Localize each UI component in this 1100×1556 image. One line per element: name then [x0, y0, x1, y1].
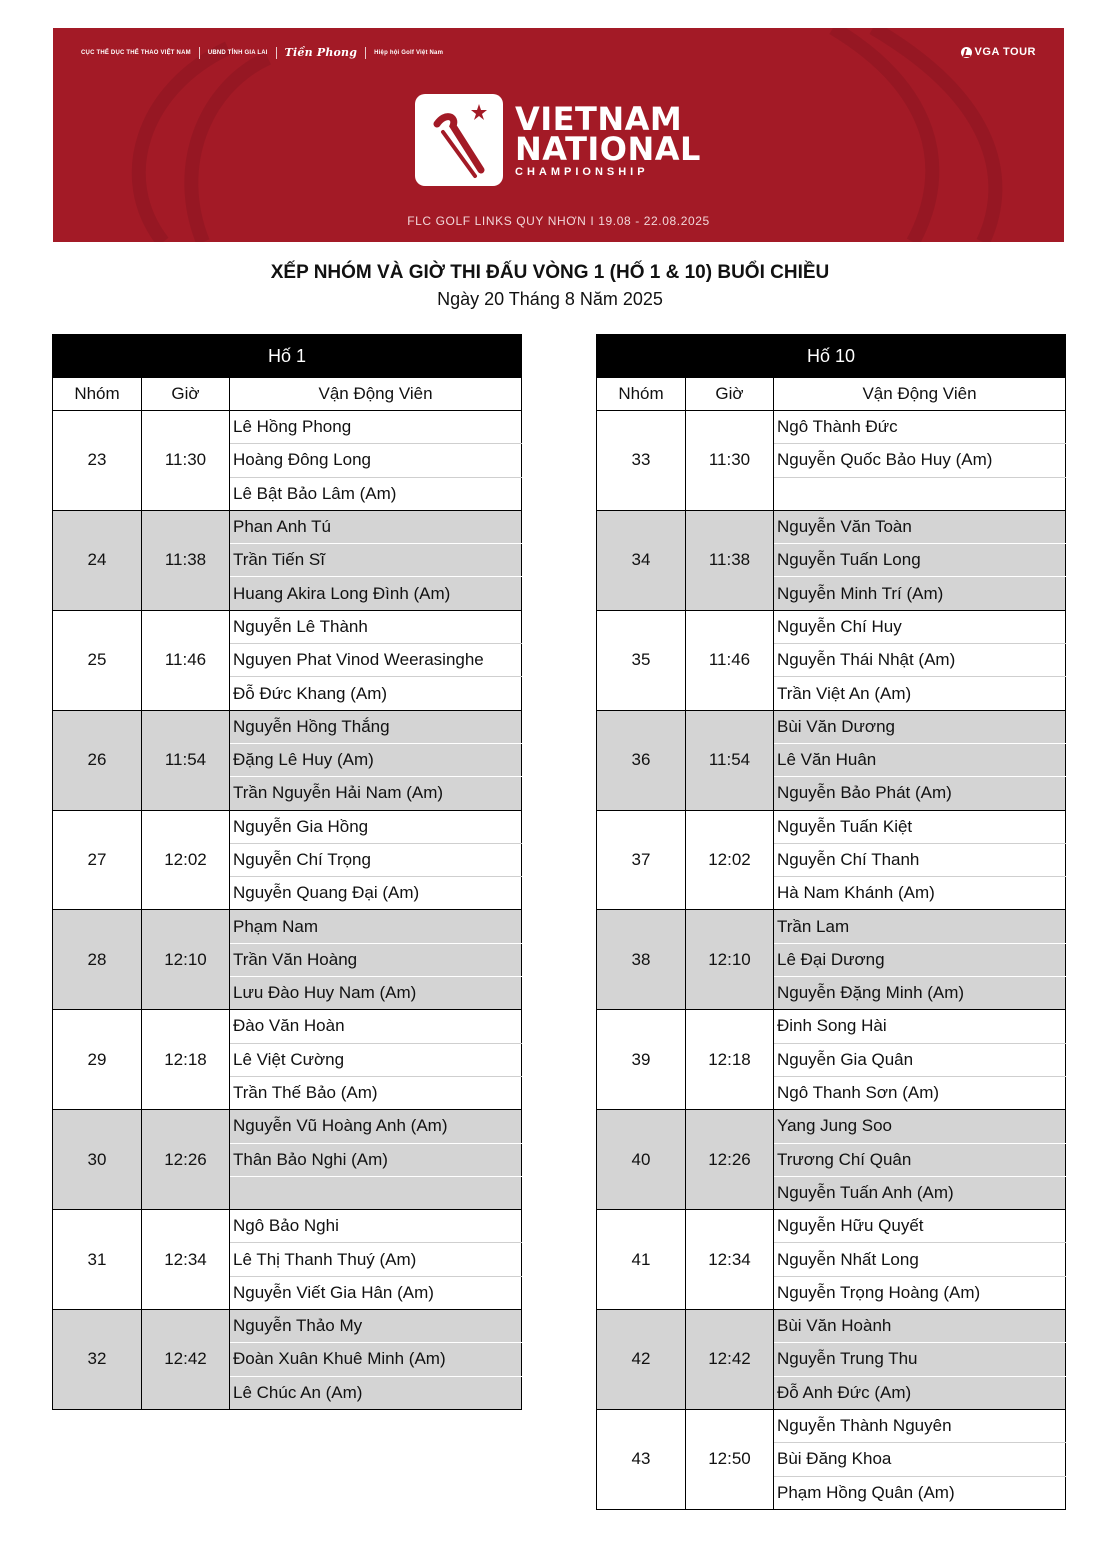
player-row	[53, 510, 522, 543]
tee-group	[597, 910, 1066, 1010]
group-number: 23	[53, 411, 142, 511]
tee-group	[53, 510, 522, 610]
tee-time: 11:54	[686, 710, 774, 810]
tee-time: 12:34	[686, 1210, 774, 1310]
col-players-header: Vận Động Viên	[774, 378, 1066, 411]
player-name: Đỗ Anh Đức (Am)	[774, 1376, 1066, 1409]
player-name: Trần Văn Hoàng	[230, 943, 522, 976]
player-name: Nguyễn Chí Thanh	[774, 843, 1066, 876]
player-name: Nguyen Phat Vinod Weerasinghe	[230, 644, 522, 677]
player-name: Nguyễn Lê Thành	[230, 610, 522, 643]
tee-group	[53, 710, 522, 810]
player-name: Hà Nam Khánh (Am)	[774, 877, 1066, 910]
player-name: Nguyễn Tuấn Kiệt	[774, 810, 1066, 843]
tee-group	[597, 510, 1066, 610]
hole-header: Hố 1	[53, 335, 522, 378]
player-name: Đặng Lê Huy (Am)	[230, 743, 522, 776]
group-number: 43	[597, 1409, 686, 1509]
player-row	[597, 411, 1066, 444]
group-number: 42	[597, 1310, 686, 1410]
group-number: 36	[597, 710, 686, 810]
player-name: Nguyễn Nhất Long	[774, 1243, 1066, 1276]
tee-group	[597, 710, 1066, 810]
player-name: Trần Tiến Sĩ	[230, 544, 522, 577]
group-number: 31	[53, 1210, 142, 1310]
group-number: 40	[597, 1110, 686, 1210]
player-name: Huang Akira Long Đình (Am)	[230, 577, 522, 610]
tee-time: 12:26	[142, 1110, 230, 1210]
event-banner	[53, 28, 1064, 242]
player-name: Trần Nguyễn Hải Nam (Am)	[230, 777, 522, 810]
tee-group	[53, 610, 522, 710]
group-number: 37	[597, 810, 686, 910]
tee-group	[597, 610, 1066, 710]
tee-time: 11:38	[686, 510, 774, 610]
group-number: 27	[53, 810, 142, 910]
tee-group	[597, 1310, 1066, 1410]
player-name: Nguyễn Trung Thu	[774, 1343, 1066, 1376]
tee-group	[597, 810, 1066, 910]
player-name: Trần Lam	[774, 910, 1066, 943]
tee-group	[53, 1210, 522, 1310]
tee-time: 12:10	[686, 910, 774, 1010]
wordmark-championship: CHAMPIONSHIP	[515, 166, 649, 178]
player-name: Đỗ Đức Khang (Am)	[230, 677, 522, 710]
group-number: 41	[597, 1210, 686, 1310]
player-name: Nguyễn Chí Huy	[774, 610, 1066, 643]
partner-cuc-tdtt: CỤC THỂ DỤC THỂ THAO VIỆT NAM	[81, 49, 191, 56]
col-group-header: Nhóm	[53, 378, 142, 411]
tee-time: 12:42	[686, 1310, 774, 1410]
player-name: Nguyễn Quang Đại (Am)	[230, 877, 522, 910]
player-name: Lê Việt Cường	[230, 1043, 522, 1076]
hole-header: Hố 10	[597, 335, 1066, 378]
player-name: Trương Chí Quân	[774, 1143, 1066, 1176]
tee-time: 11:30	[142, 411, 230, 511]
player-name: Lê Đại Dương	[774, 943, 1066, 976]
tee-time: 11:30	[686, 411, 774, 511]
player-name: Nguyễn Hồng Thắng	[230, 710, 522, 743]
player-name: Nguyễn Bảo Phát (Am)	[774, 777, 1066, 810]
player-name: Nguyễn Đặng Minh (Am)	[774, 977, 1066, 1010]
partner-divider	[276, 47, 277, 59]
player-name: Nguyễn Tuấn Anh (Am)	[774, 1176, 1066, 1209]
player-row	[53, 910, 522, 943]
player-name: Phan Anh Tú	[230, 510, 522, 543]
tee-time: 12:50	[686, 1409, 774, 1509]
tee-time: 11:46	[142, 610, 230, 710]
col-time-header: Giờ	[686, 378, 774, 411]
player-name: Đào Văn Hoàn	[230, 1010, 522, 1043]
player-row	[597, 1010, 1066, 1043]
tee-group	[597, 411, 1066, 511]
wordmark-national: NATIONAL	[515, 130, 701, 168]
group-number: 39	[597, 1010, 686, 1110]
player-name: Trần Việt An (Am)	[774, 677, 1066, 710]
tee-time: 11:46	[686, 610, 774, 710]
venue-dates: FLC GOLF LINKS QUY NHƠN I 19.08 - 22.08.2025	[407, 214, 710, 228]
group-number: 33	[597, 411, 686, 511]
group-number: 34	[597, 510, 686, 610]
player-name: Nguyễn Minh Trí (Am)	[774, 577, 1066, 610]
player-name: Thân Bảo Nghi (Am)	[230, 1143, 522, 1176]
col-group-header: Nhóm	[597, 378, 686, 411]
tee-group	[597, 1110, 1066, 1210]
schedule-table-hole-10	[596, 334, 1066, 1510]
tee-time: 12:10	[142, 910, 230, 1010]
partner-tien-phong: Tiền Phong	[284, 46, 358, 59]
tee-group	[597, 1010, 1066, 1110]
player-name: Nguyễn Gia Quân	[774, 1043, 1066, 1076]
player-name: Lê Hồng Phong	[230, 411, 522, 444]
player-name: Ngô Thành Đức	[774, 411, 1066, 444]
player-name: Nguyễn Trọng Hoàng (Am)	[774, 1276, 1066, 1309]
tee-group	[53, 1310, 522, 1410]
player-name: Nguyễn Thành Nguyên	[774, 1409, 1066, 1442]
player-name: Nguyễn Hữu Quyết	[774, 1210, 1066, 1243]
tee-time: 12:02	[142, 810, 230, 910]
player-row	[597, 910, 1066, 943]
golf-club-icon	[415, 94, 503, 186]
player-name: Nguyễn Viết Gia Hân (Am)	[230, 1276, 522, 1309]
player-name: Trần Thế Bảo (Am)	[230, 1076, 522, 1109]
player-name: Lê Chúc An (Am)	[230, 1376, 522, 1409]
player-row	[53, 1110, 522, 1143]
golf-ball-icon	[961, 47, 972, 58]
group-number: 26	[53, 710, 142, 810]
player-row	[53, 810, 522, 843]
player-row	[53, 610, 522, 643]
championship-wordmark	[515, 100, 701, 178]
player-name: Phạm Nam	[230, 910, 522, 943]
col-time-header: Giờ	[142, 378, 230, 411]
group-number: 29	[53, 1010, 142, 1110]
player-row	[597, 1310, 1066, 1343]
partner-vga: Hiệp hội Golf Việt Nam	[374, 49, 444, 56]
partner-divider	[199, 47, 200, 59]
tee-group	[597, 1409, 1066, 1509]
player-name: Lê Bật Bảo Lâm (Am)	[230, 477, 522, 510]
group-number: 30	[53, 1110, 142, 1210]
player-name: Bùi Văn Hoành	[774, 1310, 1066, 1343]
col-players-header: Vận Động Viên	[230, 378, 522, 411]
tee-time: 12:26	[686, 1110, 774, 1210]
tee-group	[53, 1110, 522, 1210]
tee-time: 12:18	[142, 1010, 230, 1110]
tee-time: 12:34	[142, 1210, 230, 1310]
player-name	[774, 477, 1066, 510]
player-name: Nguyễn Tuấn Long	[774, 544, 1066, 577]
tee-group	[597, 1210, 1066, 1310]
group-number: 38	[597, 910, 686, 1010]
group-number: 32	[53, 1310, 142, 1410]
tee-time: 12:02	[686, 810, 774, 910]
player-row	[597, 610, 1066, 643]
player-name: Lê Thị Thanh Thuý (Am)	[230, 1243, 522, 1276]
wordmark-vietnam: VIETNAM	[515, 100, 683, 138]
schedule-table-hole-1	[52, 334, 522, 1410]
page-title: XẾP NHÓM VÀ GIỜ THI ĐẤU VÒNG 1 (HỐ 1 & 10) BUỔI CHIỀU	[270, 262, 830, 283]
player-row	[597, 810, 1066, 843]
player-row	[53, 1210, 522, 1243]
player-name: Nguyễn Vũ Hoàng Anh (Am)	[230, 1110, 522, 1143]
player-row	[597, 510, 1066, 543]
championship-emblem	[415, 94, 503, 186]
player-name: Nguyễn Gia Hồng	[230, 810, 522, 843]
player-name: Nguyễn Thái Nhật (Am)	[774, 644, 1066, 677]
group-number: 28	[53, 910, 142, 1010]
player-row	[597, 1210, 1066, 1243]
tee-group	[53, 1010, 522, 1110]
group-number: 35	[597, 610, 686, 710]
vga-tour-label: VGA TOUR	[974, 46, 1036, 58]
player-name	[230, 1176, 522, 1209]
tee-time: 12:18	[686, 1010, 774, 1110]
player-name: Đoàn Xuân Khuê Minh (Am)	[230, 1343, 522, 1376]
player-row	[53, 1310, 522, 1343]
player-name: Lưu Đào Huy Nam (Am)	[230, 977, 522, 1010]
tee-time: 12:42	[142, 1310, 230, 1410]
partner-divider	[365, 47, 366, 59]
player-row	[53, 710, 522, 743]
player-row	[597, 1409, 1066, 1442]
partner-ubnd: UBND TỈNH GIA LAI	[207, 49, 268, 56]
player-name: Nguyễn Quốc Bảo Huy (Am)	[774, 444, 1066, 477]
vga-tour-logo	[961, 46, 1036, 58]
player-row	[597, 710, 1066, 743]
tee-time: 11:54	[142, 710, 230, 810]
page-date: Ngày 20 Tháng 8 Năm 2025	[437, 289, 663, 309]
player-name: Nguyễn Thảo My	[230, 1310, 522, 1343]
player-name: Ngô Bảo Nghi	[230, 1210, 522, 1243]
tee-group	[53, 910, 522, 1010]
partner-logos	[81, 46, 443, 59]
player-name: Ngô Thanh Sơn (Am)	[774, 1076, 1066, 1109]
player-name: Hoàng Đông Long	[230, 444, 522, 477]
player-name: Lê Văn Huân	[774, 743, 1066, 776]
tee-group	[53, 411, 522, 511]
tee-time: 11:38	[142, 510, 230, 610]
player-name: Bùi Văn Dương	[774, 710, 1066, 743]
player-name: Đinh Song Hài	[774, 1010, 1066, 1043]
player-name: Nguyễn Chí Trọng	[230, 843, 522, 876]
player-name: Yang Jung Soo	[774, 1110, 1066, 1143]
tee-group	[53, 810, 522, 910]
player-row	[53, 411, 522, 444]
player-name: Nguyễn Văn Toàn	[774, 510, 1066, 543]
group-number: 24	[53, 510, 142, 610]
player-row	[597, 1110, 1066, 1143]
group-number: 25	[53, 610, 142, 710]
player-row	[53, 1010, 522, 1043]
player-name: Phạm Hồng Quân (Am)	[774, 1476, 1066, 1509]
player-name: Bùi Đăng Khoa	[774, 1443, 1066, 1476]
